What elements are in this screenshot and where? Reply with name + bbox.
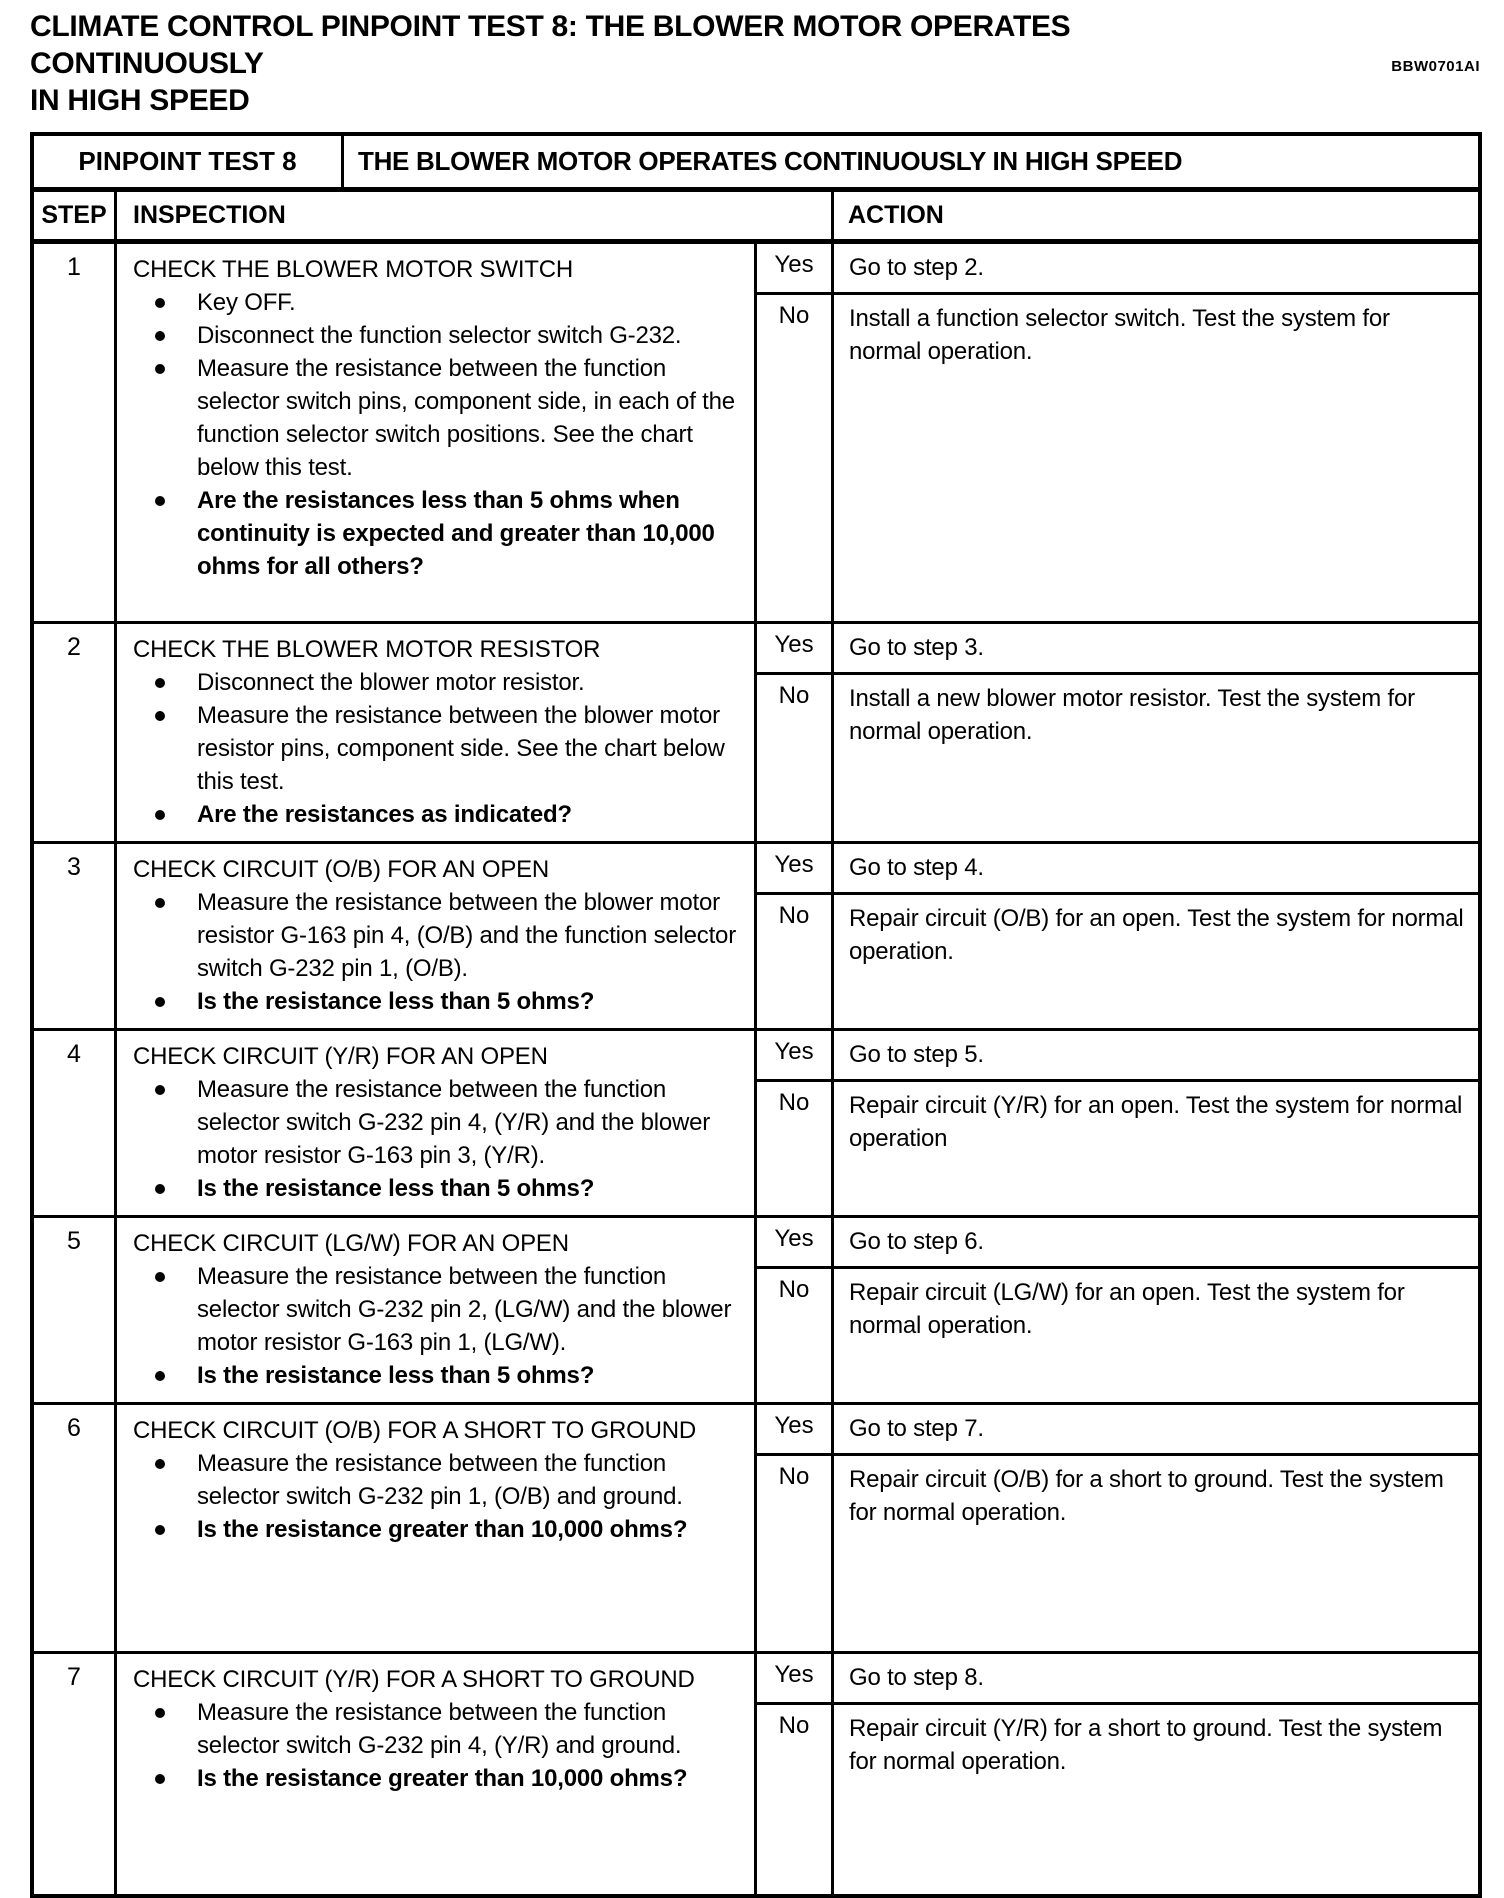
yes-action-row (757, 244, 1478, 295)
no-label: No (757, 1456, 834, 1651)
yes-action-row (757, 1031, 1478, 1082)
no-action-row (757, 1082, 1478, 1215)
column-header-step: STEP (34, 192, 117, 239)
inspection-bullet-list (133, 1447, 744, 1546)
no-label: No (757, 1082, 834, 1215)
inspection-title: CHECK CIRCUIT (O/B) FOR A SHORT TO GROUND (133, 1417, 696, 1444)
action-cell (757, 844, 1478, 1028)
action-cell (757, 1654, 1478, 1894)
pinpoint-test-label: PINPOINT TEST 8 (34, 136, 344, 187)
inspection-bullet-list (133, 1696, 744, 1795)
no-action-text: Repair circuit (Y/R) for a short to ground. Test the system for normal operation. (849, 1715, 1443, 1775)
no-action-row (757, 295, 1478, 621)
inspection-cell (117, 1031, 757, 1215)
inspection-cell (117, 844, 757, 1028)
step-row (34, 1031, 1478, 1218)
inspection-title: CHECK THE BLOWER MOTOR RESISTOR (133, 636, 601, 663)
inspection-bullet: Measure the resistance between the blower motor resistor G-163 pin 4, (O/B) and the function selector switch G-232 pin 1, (O/B). (133, 886, 744, 985)
page-title-line2: IN HIGH SPEED (30, 84, 250, 117)
yes-label: Yes (757, 244, 834, 292)
action-cell (757, 1031, 1478, 1215)
yes-label: Yes (757, 1218, 834, 1266)
inspection-title: CHECK CIRCUIT (Y/R) FOR AN OPEN (133, 1043, 548, 1070)
yes-action-row (757, 844, 1478, 895)
inspection-cell (117, 1405, 757, 1651)
no-label: No (757, 675, 834, 841)
yes-action-text: Go to step 5. (849, 1041, 984, 1068)
yes-label: Yes (757, 844, 834, 892)
doc-code: BBW0701AI (1391, 58, 1480, 75)
step-row (34, 244, 1478, 624)
pinpoint-test-title: THE BLOWER MOTOR OPERATES CONTINUOUSLY IN HIGH SPEED (358, 146, 1183, 176)
no-action-row (757, 895, 1478, 1028)
inspection-bullet: Are the resistances as indicated? (133, 798, 744, 831)
yes-action-row (757, 624, 1478, 675)
no-label: No (757, 1705, 834, 1894)
yes-action-row (757, 1654, 1478, 1705)
action-cell (757, 1218, 1478, 1402)
inspection-bullet: Measure the resistance between the function selector switch G-232 pin 1, (O/B) and ground. (133, 1447, 744, 1513)
inspection-bullet: Measure the resistance between the function selector switch G-232 pin 4, (Y/R) and ground. (133, 1696, 744, 1762)
inspection-bullet: Key OFF. (133, 286, 744, 319)
inspection-bullet: Disconnect the function selector switch G-232. (133, 319, 744, 352)
no-action-row (757, 675, 1478, 841)
yes-action-text: Go to step 4. (849, 854, 984, 881)
step-number: 6 (34, 1405, 117, 1651)
no-action-text: Repair circuit (O/B) for a short to ground. Test the system for normal operation. (849, 1466, 1444, 1526)
step-number: 1 (34, 244, 117, 621)
step-number: 3 (34, 844, 117, 1028)
inspection-bullet: Measure the resistance between the function selector switch G-232 pin 2, (LG/W) and the blower motor resistor G-163 pin 1, (LG/W). (133, 1260, 744, 1359)
inspection-title: CHECK CIRCUIT (LG/W) FOR AN OPEN (133, 1230, 569, 1257)
step-row (34, 844, 1478, 1031)
step-row (34, 624, 1478, 844)
inspection-bullet: Are the resistances less than 5 ohms when continuity is expected and greater than 10,000 ohms for all others? (133, 484, 744, 583)
inspection-cell (117, 1654, 757, 1894)
inspection-cell (117, 244, 757, 621)
column-header-row (34, 192, 1478, 244)
inspection-bullet: Is the resistance less than 5 ohms? (133, 1359, 744, 1392)
inspection-bullet-list (133, 286, 744, 583)
inspection-bullet: Measure the resistance between the function selector switch pins, component side, in each of the function selector switch positions. See the chart below this test. (133, 352, 744, 484)
page-title (30, 8, 1300, 119)
action-cell (757, 244, 1478, 621)
no-action-text: Install a function selector switch. Test the system for normal operation. (849, 305, 1390, 365)
no-label: No (757, 295, 834, 621)
pinpoint-test-table (30, 132, 1482, 1898)
inspection-cell (117, 624, 757, 841)
yes-label: Yes (757, 624, 834, 672)
no-action-row (757, 1269, 1478, 1402)
step-number: 4 (34, 1031, 117, 1215)
table-title-row (34, 136, 1478, 192)
inspection-title: CHECK THE BLOWER MOTOR SWITCH (133, 256, 574, 283)
yes-action-text: Go to step 6. (849, 1228, 984, 1255)
action-cell (757, 1405, 1478, 1651)
step-number: 7 (34, 1654, 117, 1894)
step-row (34, 1654, 1478, 1894)
page-title-line1: CLIMATE CONTROL PINPOINT TEST 8: THE BLOWER MOTOR OPERATES CONTINUOUSLY (30, 10, 1071, 80)
no-label: No (757, 895, 834, 1028)
yes-action-row (757, 1218, 1478, 1269)
inspection-bullet: Is the resistance greater than 10,000 ohms? (133, 1513, 744, 1546)
no-action-text: Repair circuit (Y/R) for an open. Test the system for normal operation (849, 1092, 1463, 1152)
column-header-inspection: INSPECTION (117, 192, 834, 239)
inspection-title: CHECK CIRCUIT (Y/R) FOR A SHORT TO GROUND (133, 1666, 695, 1693)
step-number: 5 (34, 1218, 117, 1402)
yes-label: Yes (757, 1031, 834, 1079)
no-action-row (757, 1456, 1478, 1651)
no-action-text: Repair circuit (LG/W) for an open. Test the system for normal operation. (849, 1279, 1405, 1339)
yes-label: Yes (757, 1405, 834, 1453)
yes-action-text: Go to step 2. (849, 254, 984, 281)
yes-action-text: Go to step 7. (849, 1415, 984, 1442)
inspection-bullet-list (133, 1073, 744, 1205)
step-row (34, 1218, 1478, 1405)
yes-action-text: Go to step 3. (849, 634, 984, 661)
steps-container (34, 244, 1478, 1894)
inspection-bullet: Measure the resistance between the function selector switch G-232 pin 4, (Y/R) and the blower motor resistor G-163 pin 3, (Y/R). (133, 1073, 744, 1172)
inspection-bullet: Is the resistance less than 5 ohms? (133, 1172, 744, 1205)
yes-action-row (757, 1405, 1478, 1456)
inspection-title: CHECK CIRCUIT (O/B) FOR AN OPEN (133, 856, 550, 883)
inspection-bullet-list (133, 886, 744, 1018)
inspection-bullet: Measure the resistance between the blower motor resistor pins, component side. See the chart below this test. (133, 699, 744, 798)
step-number: 2 (34, 624, 117, 841)
inspection-cell (117, 1218, 757, 1402)
no-action-text: Install a new blower motor resistor. Test the system for normal operation. (849, 685, 1415, 745)
action-cell (757, 624, 1478, 841)
inspection-bullet-list (133, 666, 744, 831)
yes-action-text: Go to step 8. (849, 1664, 984, 1691)
no-action-row (757, 1705, 1478, 1894)
yes-label: Yes (757, 1654, 834, 1702)
inspection-bullet-list (133, 1260, 744, 1392)
step-row (34, 1405, 1478, 1654)
column-header-action: ACTION (848, 201, 944, 229)
inspection-bullet: Disconnect the blower motor resistor. (133, 666, 744, 699)
inspection-bullet: Is the resistance greater than 10,000 ohms? (133, 1762, 744, 1795)
inspection-bullet: Is the resistance less than 5 ohms? (133, 985, 744, 1018)
no-label: No (757, 1269, 834, 1402)
no-action-text: Repair circuit (O/B) for an open. Test the system for normal operation. (849, 905, 1464, 965)
